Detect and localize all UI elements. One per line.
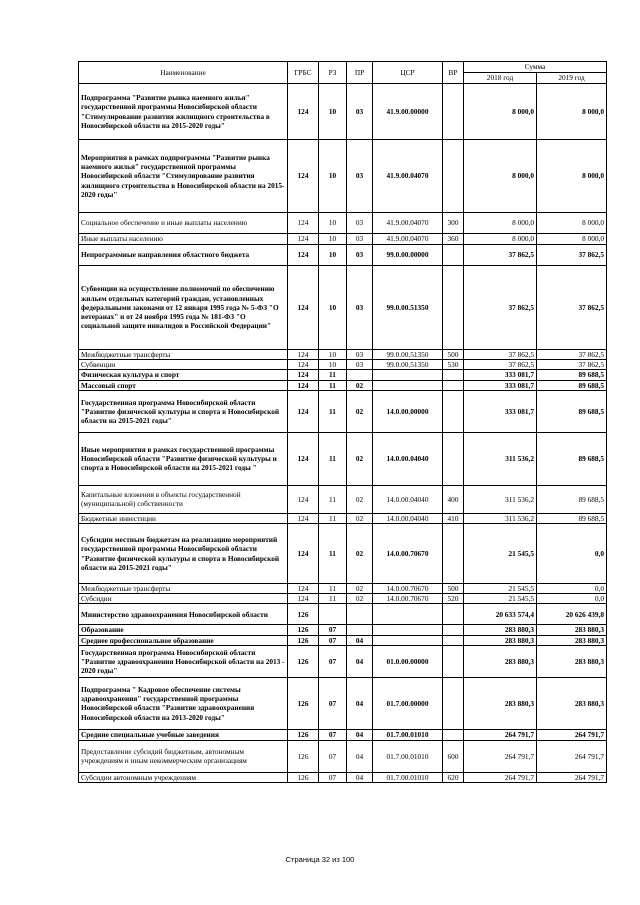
cell-grbs: 124 — [288, 350, 319, 360]
cell-vr — [443, 625, 464, 635]
cell-pr: 04 — [347, 729, 373, 740]
cell-grbs: 124 — [288, 360, 319, 370]
cell-name: Мероприятия в рамках подпрограммы "Развитие рынка наемного жилья" государственной программы Новосибирской области "Стимулирование развития жилищного строительства в Новосибирской области на 2015-2020 годы" — [79, 140, 288, 213]
cell-vr: 530 — [443, 360, 464, 370]
cell-vr: 400 — [443, 485, 464, 513]
cell-sum-2018: 8 000,0 — [464, 213, 537, 234]
cell-pr: 04 — [347, 772, 373, 782]
header-csr: ЦСР — [373, 62, 443, 84]
cell-pr: 03 — [347, 266, 373, 350]
cell-csr: 14.0.00.70670 — [373, 584, 443, 594]
cell-csr — [373, 625, 443, 635]
cell-rz: 10 — [319, 213, 347, 234]
cell-sum-2019: 8 000,0 — [537, 140, 607, 213]
cell-sum-2019: 37 862,5 — [537, 245, 607, 266]
table-row — [79, 390, 607, 432]
cell-name: Межбюджетные трансферты — [79, 584, 288, 594]
cell-vr: 600 — [443, 740, 464, 772]
header-sum: Сумма — [464, 62, 607, 73]
cell-grbs: 124 — [288, 84, 319, 140]
cell-csr: 14.0.00.00000 — [373, 390, 443, 432]
cell-sum-2018: 333 081,7 — [464, 380, 537, 390]
table-row — [79, 772, 607, 782]
cell-pr: 02 — [347, 594, 373, 604]
cell-vr — [443, 245, 464, 266]
cell-sum-2018: 37 862,5 — [464, 245, 537, 266]
cell-csr: 99.0.00.51350 — [373, 360, 443, 370]
cell-vr — [443, 140, 464, 213]
cell-name: Межбюджетные трансферты — [79, 350, 288, 360]
cell-sum-2018: 333 081,7 — [464, 390, 537, 432]
table-row — [79, 677, 607, 729]
cell-csr: 41.9.00.04070 — [373, 140, 443, 213]
table-row — [79, 370, 607, 380]
cell-pr — [347, 604, 373, 625]
cell-grbs: 124 — [288, 140, 319, 213]
cell-name: Капитальные вложения в объекты государственной (муниципальной) собственности — [79, 485, 288, 513]
cell-pr: 03 — [347, 245, 373, 266]
cell-sum-2019: 37 862,5 — [537, 350, 607, 360]
table-row — [79, 594, 607, 604]
cell-vr — [443, 370, 464, 380]
cell-vr — [443, 84, 464, 140]
cell-sum-2019: 264 791,7 — [537, 740, 607, 772]
cell-vr: 620 — [443, 772, 464, 782]
cell-grbs: 124 — [288, 234, 319, 245]
cell-rz: 07 — [319, 772, 347, 782]
cell-sum-2019: 283 880,3 — [537, 645, 607, 677]
cell-vr: 360 — [443, 234, 464, 245]
cell-grbs: 126 — [288, 625, 319, 635]
cell-pr: 04 — [347, 645, 373, 677]
cell-name: Подпрограмма " Кадровое обеспечение системы здравоохранения" государственной программы Новосибирской области "Развитие здравоохранения Новосибирской области на 2013-2020 годы" — [79, 677, 288, 729]
cell-sum-2018: 37 862,5 — [464, 266, 537, 350]
header-vr: ВР — [443, 62, 464, 84]
cell-name: Иные мероприятия в рамках государственной программы Новосибирской области "Развитие физической культуры и спорта в Новосибирской области на 2015-2021 годы " — [79, 432, 288, 485]
cell-csr: 41.9.00.04070 — [373, 213, 443, 234]
table-row — [79, 485, 607, 513]
cell-rz: 10 — [319, 84, 347, 140]
table-row — [79, 380, 607, 390]
cell-csr: 01.7.00.01010 — [373, 729, 443, 740]
cell-name: Субсидии — [79, 594, 288, 604]
cell-pr: 02 — [347, 524, 373, 584]
cell-rz: 11 — [319, 513, 347, 523]
cell-sum-2019: 8 000,0 — [537, 213, 607, 234]
cell-rz: 07 — [319, 677, 347, 729]
cell-sum-2019: 89 688,5 — [537, 390, 607, 432]
cell-csr: 99.0.00.00000 — [373, 245, 443, 266]
table-row — [79, 524, 607, 584]
cell-vr: 500 — [443, 584, 464, 594]
table-body — [79, 84, 607, 783]
cell-sum-2019: 283 880,3 — [537, 677, 607, 729]
cell-sum-2019: 20 626 439,8 — [537, 604, 607, 625]
cell-sum-2019: 89 688,5 — [537, 380, 607, 390]
cell-rz — [319, 604, 347, 625]
cell-sum-2018: 333 081,7 — [464, 370, 537, 380]
cell-sum-2019: 0,0 — [537, 524, 607, 584]
cell-name: Предоставление субсидий бюджетным, автономным учреждениям и иным некоммерческим организациям — [79, 740, 288, 772]
cell-csr: 41.9.00.00000 — [373, 84, 443, 140]
cell-vr: 300 — [443, 213, 464, 234]
table-row — [79, 645, 607, 677]
cell-grbs: 126 — [288, 635, 319, 645]
cell-pr: 02 — [347, 390, 373, 432]
budget-table-container — [78, 61, 606, 783]
table-row — [79, 234, 607, 245]
header-name: Наименование — [79, 62, 288, 84]
cell-sum-2018: 37 862,5 — [464, 350, 537, 360]
cell-sum-2019: 37 862,5 — [537, 266, 607, 350]
cell-sum-2018: 264 791,7 — [464, 772, 537, 782]
cell-sum-2018: 8 000,0 — [464, 234, 537, 245]
cell-vr — [443, 729, 464, 740]
header-pr: ПР — [347, 62, 373, 84]
cell-pr — [347, 625, 373, 635]
cell-sum-2018: 283 880,3 — [464, 677, 537, 729]
cell-name: Среднее профессиональное образование — [79, 635, 288, 645]
cell-name: Субсидии автономным учреждениям — [79, 772, 288, 782]
cell-sum-2019: 8 000,0 — [537, 234, 607, 245]
cell-name: Социальное обеспечение и иные выплаты населению — [79, 213, 288, 234]
cell-rz: 11 — [319, 432, 347, 485]
cell-rz: 11 — [319, 370, 347, 380]
cell-sum-2018: 283 880,3 — [464, 635, 537, 645]
cell-grbs: 124 — [288, 594, 319, 604]
cell-sum-2018: 283 880,3 — [464, 625, 537, 635]
table-row — [79, 84, 607, 140]
cell-csr: 01.0.00.00000 — [373, 645, 443, 677]
table-row — [79, 360, 607, 370]
cell-csr: 14.0.00.70670 — [373, 594, 443, 604]
cell-name: Субсидии местным бюджетам на реализацию мероприятий государственной программы Новосибирской области "Развитие физической культуры и спорта в Новосибирской области на 2015-2021 годы" — [79, 524, 288, 584]
cell-sum-2018: 21 545,5 — [464, 524, 537, 584]
cell-rz: 07 — [319, 645, 347, 677]
cell-vr — [443, 604, 464, 625]
cell-csr: 99.0.00.51350 — [373, 350, 443, 360]
table-row — [79, 350, 607, 360]
cell-name: Субвенции — [79, 360, 288, 370]
header-grbs: ГРБС — [288, 62, 319, 84]
cell-vr: 520 — [443, 594, 464, 604]
cell-grbs: 124 — [288, 513, 319, 523]
cell-name: Образование — [79, 625, 288, 635]
cell-vr — [443, 266, 464, 350]
cell-sum-2018: 311 536,2 — [464, 432, 537, 485]
cell-grbs: 124 — [288, 432, 319, 485]
cell-grbs: 124 — [288, 390, 319, 432]
cell-pr: 02 — [347, 432, 373, 485]
cell-pr: 03 — [347, 350, 373, 360]
cell-rz: 10 — [319, 350, 347, 360]
cell-sum-2018: 21 545,5 — [464, 594, 537, 604]
cell-sum-2018: 8 000,0 — [464, 140, 537, 213]
table-row — [79, 266, 607, 350]
cell-vr — [443, 390, 464, 432]
cell-pr: 02 — [347, 513, 373, 523]
budget-table — [78, 61, 607, 783]
cell-grbs: 126 — [288, 645, 319, 677]
cell-csr — [373, 370, 443, 380]
cell-pr: 02 — [347, 485, 373, 513]
cell-vr — [443, 432, 464, 485]
cell-pr: 04 — [347, 740, 373, 772]
cell-pr: 04 — [347, 635, 373, 645]
cell-grbs: 126 — [288, 604, 319, 625]
cell-rz: 07 — [319, 635, 347, 645]
cell-pr: 02 — [347, 380, 373, 390]
cell-sum-2018: 264 791,7 — [464, 729, 537, 740]
cell-sum-2019: 37 862,5 — [537, 360, 607, 370]
cell-rz: 10 — [319, 245, 347, 266]
cell-rz: 11 — [319, 524, 347, 584]
cell-sum-2019: 0,0 — [537, 584, 607, 594]
cell-sum-2019: 89 688,5 — [537, 370, 607, 380]
cell-csr: 99.0.00.51350 — [373, 266, 443, 350]
cell-name: Государственная программа Новосибирской области "Развитие физической культуры и спорта в Новосибирской области на 2015-2021 годы" — [79, 390, 288, 432]
cell-grbs: 124 — [288, 213, 319, 234]
cell-pr: 03 — [347, 360, 373, 370]
table-row — [79, 604, 607, 625]
table-row — [79, 729, 607, 740]
cell-vr — [443, 524, 464, 584]
cell-name: Государственная программа Новосибирской области "Развитие здравоохранения Новосибирской области на 2013 - 2020 годы" — [79, 645, 288, 677]
cell-sum-2018: 311 536,2 — [464, 485, 537, 513]
cell-rz: 10 — [319, 360, 347, 370]
table-row — [79, 635, 607, 645]
cell-grbs: 126 — [288, 772, 319, 782]
cell-rz: 07 — [319, 729, 347, 740]
cell-csr: 41.9.00.04070 — [373, 234, 443, 245]
cell-vr — [443, 677, 464, 729]
cell-grbs: 126 — [288, 740, 319, 772]
cell-sum-2018: 8 000,0 — [464, 84, 537, 140]
cell-grbs: 124 — [288, 524, 319, 584]
cell-csr: 14.0.00.04040 — [373, 485, 443, 513]
cell-name: Бюджетные инвестиции — [79, 513, 288, 523]
cell-sum-2018: 311 536,2 — [464, 513, 537, 523]
cell-grbs: 124 — [288, 485, 319, 513]
cell-csr — [373, 604, 443, 625]
cell-grbs: 124 — [288, 266, 319, 350]
cell-grbs: 126 — [288, 729, 319, 740]
cell-pr: 03 — [347, 84, 373, 140]
cell-pr: 03 — [347, 234, 373, 245]
cell-vr — [443, 645, 464, 677]
cell-vr — [443, 635, 464, 645]
cell-rz: 11 — [319, 594, 347, 604]
cell-name: Подпрограмма "Развитие рынка наемного жилья" государственной программы Новосибирской области "Стимулирование развития жилищного строительства в Новосибирской области на 2015-2020 годы" — [79, 84, 288, 140]
cell-vr — [443, 380, 464, 390]
cell-sum-2019: 89 688,5 — [537, 432, 607, 485]
cell-name: Иные выплаты населению — [79, 234, 288, 245]
cell-sum-2019: 89 688,5 — [537, 513, 607, 523]
table-row — [79, 513, 607, 523]
table-row — [79, 584, 607, 594]
table-row — [79, 432, 607, 485]
header-rz: РЗ — [319, 62, 347, 84]
cell-rz: 11 — [319, 380, 347, 390]
cell-pr: 02 — [347, 584, 373, 594]
cell-sum-2019: 8 000,0 — [537, 84, 607, 140]
cell-csr: 14.0.00.70670 — [373, 524, 443, 584]
cell-pr — [347, 370, 373, 380]
cell-grbs: 124 — [288, 380, 319, 390]
table-row — [79, 140, 607, 213]
cell-rz: 07 — [319, 740, 347, 772]
cell-rz: 10 — [319, 266, 347, 350]
table-row — [79, 625, 607, 635]
cell-csr — [373, 635, 443, 645]
cell-sum-2019: 283 880,3 — [537, 635, 607, 645]
cell-sum-2019: 0,0 — [537, 594, 607, 604]
page-footer: Страница 32 из 100 — [285, 855, 355, 864]
cell-grbs: 124 — [288, 370, 319, 380]
cell-pr: 03 — [347, 213, 373, 234]
cell-rz: 07 — [319, 625, 347, 635]
cell-name: Средние специальные учебные заведения — [79, 729, 288, 740]
cell-pr: 03 — [347, 140, 373, 213]
cell-csr: 01.7.00.00000 — [373, 677, 443, 729]
cell-csr: 01.7.00.01010 — [373, 772, 443, 782]
cell-rz: 11 — [319, 584, 347, 594]
cell-name: Непрограммные направления областного бюджета — [79, 245, 288, 266]
cell-sum-2018: 264 791,7 — [464, 740, 537, 772]
cell-sum-2018: 21 545,5 — [464, 584, 537, 594]
cell-rz: 10 — [319, 234, 347, 245]
header-year-2019: 2019 год — [537, 73, 607, 84]
cell-name: Субвенции на осуществление полномочий по обеспечению жильем отдельных категорий граждан, установленных федеральными законами от 12 января 1995 года № 5-ФЗ "О ветеранах" и от 24 ноября 1995 года № 181-ФЗ "О социальной защите инвалидов в Российской Федерации" — [79, 266, 288, 350]
table-row — [79, 245, 607, 266]
cell-name: Физическая культура и спорт — [79, 370, 288, 380]
table-row — [79, 213, 607, 234]
cell-sum-2019: 89 688,5 — [537, 485, 607, 513]
cell-vr: 410 — [443, 513, 464, 523]
cell-rz: 11 — [319, 485, 347, 513]
cell-sum-2018: 37 862,5 — [464, 360, 537, 370]
header-year-2018: 2018 год — [464, 73, 537, 84]
cell-sum-2018: 20 633 574,4 — [464, 604, 537, 625]
cell-sum-2018: 283 880,3 — [464, 645, 537, 677]
cell-sum-2019: 264 791,7 — [537, 772, 607, 782]
cell-csr: 01.7.00.01010 — [373, 740, 443, 772]
table-row — [79, 740, 607, 772]
cell-rz: 10 — [319, 140, 347, 213]
cell-name: Министерство здравоохранения Новосибирской области — [79, 604, 288, 625]
cell-csr — [373, 380, 443, 390]
cell-grbs: 126 — [288, 677, 319, 729]
cell-grbs: 124 — [288, 245, 319, 266]
cell-rz: 11 — [319, 390, 347, 432]
cell-vr: 500 — [443, 350, 464, 360]
cell-csr: 14.0.00.04040 — [373, 513, 443, 523]
cell-sum-2019: 264 791,7 — [537, 729, 607, 740]
cell-sum-2019: 283 880,3 — [537, 625, 607, 635]
cell-grbs: 124 — [288, 584, 319, 594]
cell-pr: 04 — [347, 677, 373, 729]
cell-csr: 14.0.00.04040 — [373, 432, 443, 485]
cell-name: Массовый спорт — [79, 380, 288, 390]
